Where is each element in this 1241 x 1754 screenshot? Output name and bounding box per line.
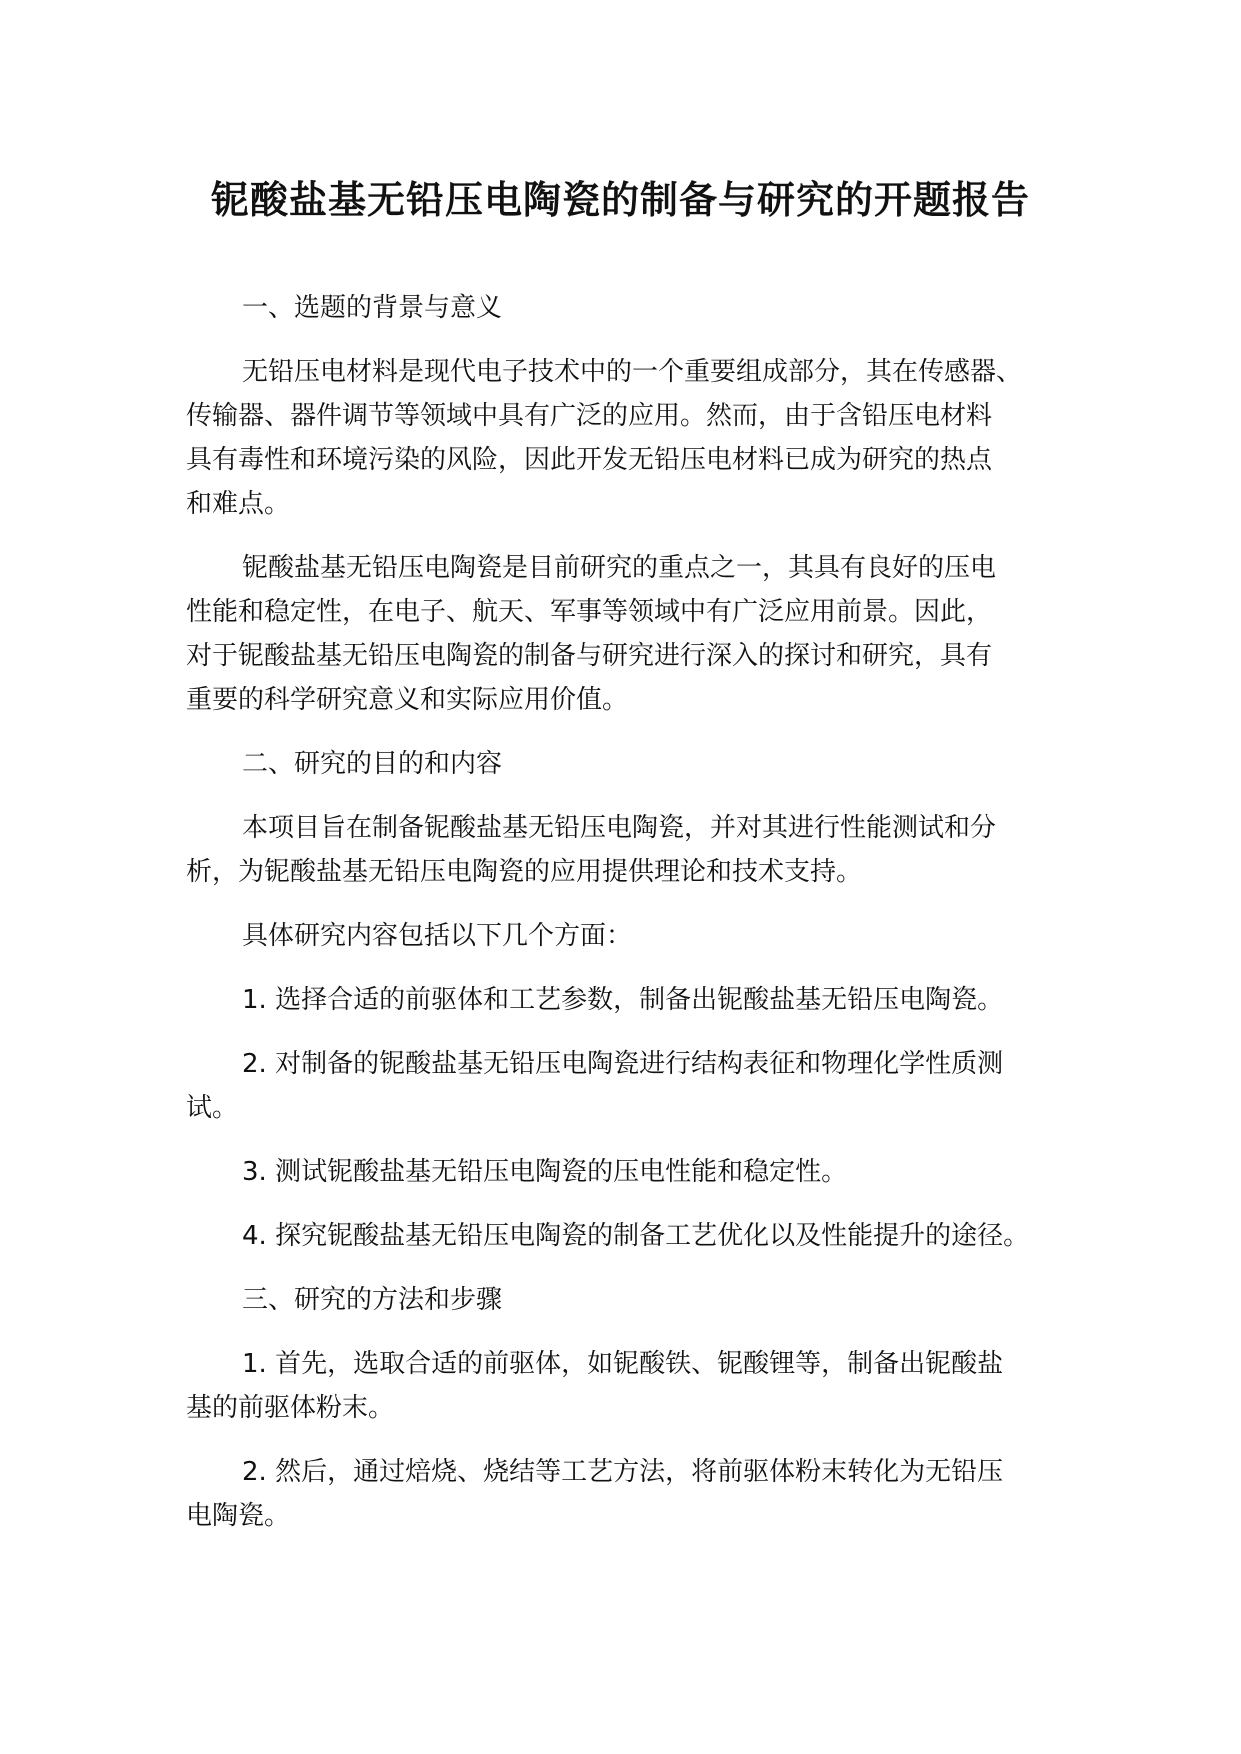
list-item-content-3: 3. 测试铌酸盐基无铅压电陶瓷的压电性能和稳定性。 (242, 1157, 848, 1187)
list-item-method-1: 1. 首先，选取合适的前驱体，如铌酸铁、铌酸锂等，制备出铌酸盐 基的前驱体粉末。 (186, 1349, 1004, 1423)
paragraph-content-intro: 具体研究内容包括以下几个方面： (242, 921, 633, 951)
document-body (186, 286, 1066, 1558)
list-item-content-1: 1. 选择合适的前驱体和工艺参数，制备出铌酸盐基无铅压电陶瓷。 (242, 985, 1004, 1015)
section-heading-methods: 三、研究的方法和步骤 (242, 1285, 503, 1315)
section-heading-background: 一、选题的背景与意义 (242, 293, 503, 323)
paragraph-background-1: 无铅压电材料是现代电子技术中的一个重要组成部分，其在传感器、 传输器、器件调节等领域中具有广泛的应用。然而，由于含铅压电材料 具有毒性和环境污染的风险，因此开发无铅压电材料已成为研究的热点 和难点。 (186, 357, 1023, 519)
document-title: 铌酸盐基无铅压电陶瓷的制备与研究的开题报告 (210, 178, 1030, 222)
list-item-content-2: 2. 对制备的铌酸盐基无铅压电陶瓷进行结构表征和物理化学性质测 试。 (186, 1049, 1004, 1123)
paragraph-background-2: 铌酸盐基无铅压电陶瓷是目前研究的重点之一，其具有良好的压电 性能和稳定性，在电子、航天、军事等领域中有广泛应用前景。因此， 对于铌酸盐基无铅压电陶瓷的制备与研究进行深入的探讨和研究，具有 重要的科学研究意义和实际应用价值。 (186, 553, 997, 715)
section-heading-purpose: 二、研究的目的和内容 (242, 749, 503, 779)
list-item-method-2: 2. 然后，通过焙烧、烧结等工艺方法，将前驱体粉末转化为无铅压 电陶瓷。 (186, 1457, 1004, 1531)
list-item-content-4: 4. 探究铌酸盐基无铅压电陶瓷的制备工艺优化以及性能提升的途径。 (242, 1221, 1030, 1251)
paragraph-purpose: 本项目旨在制备铌酸盐基无铅压电陶瓷，并对其进行性能测试和分 析，为铌酸盐基无铅压电陶瓷的应用提供理论和技术支持。 (186, 813, 997, 887)
